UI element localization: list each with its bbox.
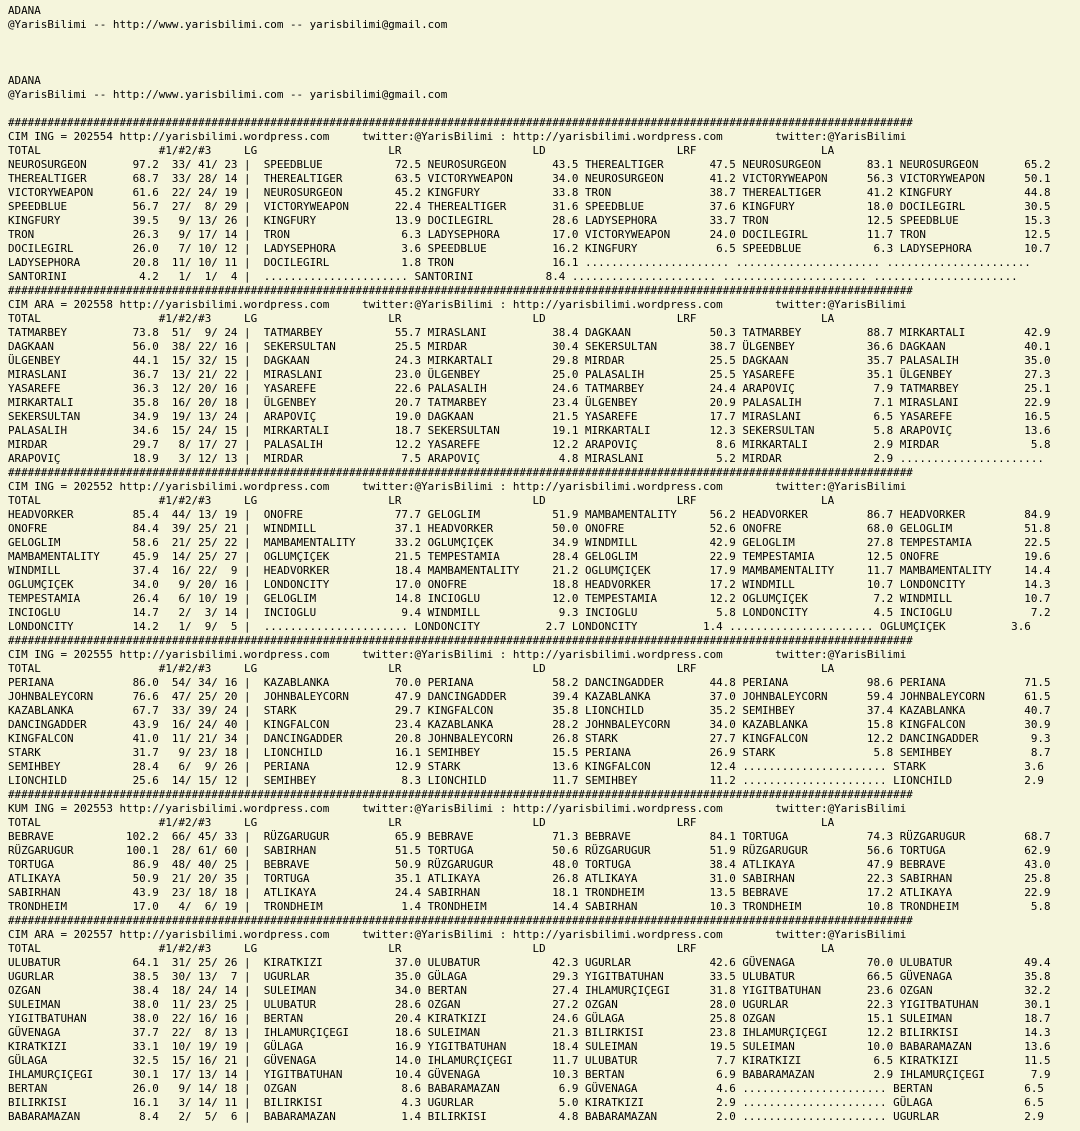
column-header: TOTAL #1/#2/#3 LG LR LD LRF LA xyxy=(8,816,835,829)
table-row: DOCILEGIRL 26.0 7/ 10/ 12 | LADYSEPHORA 3.6 SPEEDBLUE 16.2 KINGFURY 6.5 SPEEDBLUE 6.3 LADYSEPHORA 10.7 xyxy=(8,242,1051,255)
column-header: TOTAL #1/#2/#3 LG LR LD LRF LA xyxy=(8,494,835,507)
table-row: LIONCHILD 25.6 14/ 15/ 12 | SEMIHBEY 8.3 LIONCHILD 11.7 SEMIHBEY 11.2 ...................... LIONCHILD 2.9 xyxy=(8,774,1044,787)
section-title: CIM ING = 202552 http://yarisbilimi.wordpress.com twitter:@YarisBilimi : http://yarisbilimi.wordpress.com twitter:@YarisBilimi xyxy=(8,480,907,493)
header-line: ADANA xyxy=(8,74,41,87)
table-row: OGLUMÇIÇEK 34.0 9/ 20/ 16 | LONDONCITY 17.0 ONOFRE 18.8 HEADVORKER 17.2 WINDMILL 10.7 LONDONCITY 14.3 xyxy=(8,578,1051,591)
table-row: TRON 26.3 9/ 17/ 14 | TRON 6.3 LADYSEPHORA 17.0 VICTORYWEAPON 24.0 DOCILEGIRL 11.7 TRON 12.5 xyxy=(8,228,1051,241)
separator-line: ########################################################################################################################################## xyxy=(8,788,913,801)
table-row: TATMARBEY 73.8 51/ 9/ 24 | TATMARBEY 55.7 MIRASLANI 38.4 DAGKAAN 50.3 TATMARBEY 88.7 MIRKARTALI 42.9 xyxy=(8,326,1051,339)
table-row: SPEEDBLUE 56.7 27/ 8/ 29 | VICTORYWEAPON 22.4 THEREALTIGER 31.6 SPEEDBLUE 37.6 KINGFURY 18.0 DOCILEGIRL 30.5 xyxy=(8,200,1051,213)
blank-line xyxy=(8,60,1080,74)
section-title: CIM ARA = 202558 http://yarisbilimi.wordpress.com twitter:@YarisBilimi : http://yarisbilimi.wordpress.com twitter:@YarisBilimi xyxy=(8,298,907,311)
race-section xyxy=(8,914,1080,1124)
race-sections xyxy=(8,116,1080,1124)
table-row: GELOGLIM 58.6 21/ 25/ 22 | MAMBAMENTALITY 33.2 OGLUMÇIÇEK 34.9 WINDMILL 42.9 GELOGLIM 27.8 TEMPESTAMIA 22.5 xyxy=(8,536,1051,549)
document-header xyxy=(8,4,1080,116)
table-row: HEADVORKER 85.4 44/ 13/ 19 | ONOFRE 77.7 GELOGLIM 51.9 MAMBAMENTALITY 56.2 HEADVORKER 86.7 HEADVORKER 84.9 xyxy=(8,508,1051,521)
table-row: MIRKARTALI 35.8 16/ 20/ 18 | ÜLGENBEY 20.7 TATMARBEY 23.4 ÜLGENBEY 20.9 PALASALIH 7.1 MIRASLANI 22.9 xyxy=(8,396,1051,409)
table-row: INCIOGLU 14.7 2/ 3/ 14 | INCIOGLU 9.4 WINDMILL 9.3 INCIOGLU 5.8 LONDONCITY 4.5 INCIOGLU 7.2 xyxy=(8,606,1051,619)
section-title: KUM ING = 202553 http://yarisbilimi.wordpress.com twitter:@YarisBilimi : http://yarisbilimi.wordpress.com twitter:@YarisBilimi xyxy=(8,802,907,815)
blank-line xyxy=(8,32,1080,46)
table-row: PALASALIH 34.6 15/ 24/ 15 | MIRKARTALI 18.7 SEKERSULTAN 19.1 MIRKARTALI 12.3 SEKERSULTAN 5.8 ARAPOVIÇ 13.6 xyxy=(8,424,1051,437)
table-row: MIRASLANI 36.7 13/ 21/ 22 | MIRASLANI 23.0 ÜLGENBEY 25.0 PALASALIH 25.5 YASAREFE 35.1 ÜLGENBEY 27.3 xyxy=(8,368,1051,381)
header-line: @YarisBilimi -- http://www.yarisbilimi.com -- yarisbilimi@gmail.com xyxy=(8,18,448,31)
table-row: BABARAMAZAN 8.4 2/ 5/ 6 | BABARAMAZAN 1.4 BILIRKISI 4.8 BABARAMAZAN 2.0 ...................... UGURLAR 2.9 xyxy=(8,1110,1044,1123)
table-row: VICTORYWEAPON 61.6 22/ 24/ 19 | NEUROSURGEON 45.2 KINGFURY 33.8 TRON 38.7 THEREALTIGER 41.2 KINGFURY 44.8 xyxy=(8,186,1051,199)
table-row: KINGFURY 39.5 9/ 13/ 26 | KINGFURY 13.9 DOCILEGIRL 28.6 LADYSEPHORA 33.7 TRON 12.5 SPEEDBLUE 15.3 xyxy=(8,214,1051,227)
table-row: STARK 31.7 9/ 23/ 18 | LIONCHILD 16.1 SEMIHBEY 15.5 PERIANA 26.9 STARK 5.8 SEMIHBEY 8.7 xyxy=(8,746,1051,759)
race-section xyxy=(8,466,1080,634)
table-row: GÜLAGA 32.5 15/ 16/ 21 | GÜVENAGA 14.0 IHLAMURÇIÇEGI 11.7 ULUBATUR 7.7 KIRATKIZI 6.5 KIRATKIZI 11.5 xyxy=(8,1054,1051,1067)
table-row: WINDMILL 37.4 16/ 22/ 9 | HEADVORKER 18.4 MAMBAMENTALITY 21.2 OGLUMÇIÇEK 17.9 MAMBAMENTALITY 11.7 MAMBAMENTALITY 14.4 xyxy=(8,564,1051,577)
table-row: IHLAMURÇIÇEGI 30.1 17/ 13/ 14 | YIGITBATUHAN 10.4 GÜVENAGA 10.3 BERTAN 6.9 BABARAMAZAN 2.9 IHLAMURÇIÇEGI 7.9 xyxy=(8,1068,1051,1081)
table-row: SEMIHBEY 28.4 6/ 9/ 26 | PERIANA 12.9 STARK 13.6 KINGFALCON 12.4 ...................... STARK 3.6 xyxy=(8,760,1044,773)
table-row: PERIANA 86.0 54/ 34/ 16 | KAZABLANKA 70.0 PERIANA 58.2 DANCINGADDER 44.8 PERIANA 98.6 PERIANA 71.5 xyxy=(8,676,1051,689)
table-row: TEMPESTAMIA 26.4 6/ 10/ 19 | GELOGLIM 14.8 INCIOGLU 12.0 TEMPESTAMIA 12.2 OGLUMÇIÇEK 7.2 WINDMILL 10.7 xyxy=(8,592,1051,605)
table-row: MIRDAR 29.7 8/ 17/ 27 | PALASALIH 12.2 YASAREFE 12.2 ARAPOVIÇ 8.6 MIRKARTALI 2.9 MIRDAR 5.8 xyxy=(8,438,1051,451)
table-row: SEKERSULTAN 34.9 19/ 13/ 24 | ARAPOVIÇ 19.0 DAGKAAN 21.5 YASAREFE 17.7 MIRASLANI 6.5 YASAREFE 16.5 xyxy=(8,410,1051,423)
table-row: YIGITBATUHAN 38.0 22/ 16/ 16 | BERTAN 20.4 KIRATKIZI 24.6 GÜLAGA 25.8 OZGAN 15.1 SULEIMAN 18.7 xyxy=(8,1012,1051,1025)
separator-line: ########################################################################################################################################## xyxy=(8,634,913,647)
race-section xyxy=(8,284,1080,466)
table-row: ONOFRE 84.4 39/ 25/ 21 | WINDMILL 37.1 HEADVORKER 50.0 ONOFRE 52.6 ONOFRE 68.0 GELOGLIM 51.8 xyxy=(8,522,1051,535)
table-row: BILIRKISI 16.1 3/ 14/ 11 | BILIRKISI 4.3 UGURLAR 5.0 KIRATKIZI 2.9 ...................... GÜLAGA 6.5 xyxy=(8,1096,1044,1109)
table-row: GÜVENAGA 37.7 22/ 8/ 13 | IHLAMURÇIÇEGI 18.6 SULEIMAN 21.3 BILIRKISI 23.8 IHLAMURÇIÇEGI 12.2 BILIRKISI 14.3 xyxy=(8,1026,1051,1039)
column-header: TOTAL #1/#2/#3 LG LR LD LRF LA xyxy=(8,144,835,157)
header-line: @YarisBilimi -- http://www.yarisbilimi.com -- yarisbilimi@gmail.com xyxy=(8,88,448,101)
column-header: TOTAL #1/#2/#3 LG LR LD LRF LA xyxy=(8,312,835,325)
table-row: UGURLAR 38.5 30/ 13/ 7 | UGURLAR 35.0 GÜLAGA 29.3 YIGITBATUHAN 33.5 ULUBATUR 66.5 GÜVENAGA 35.8 xyxy=(8,970,1051,983)
table-row: TORTUGA 86.9 48/ 40/ 25 | BEBRAVE 50.9 RÜZGARUGUR 48.0 TORTUGA 38.4 ATLIKAYA 47.9 BEBRAVE 43.0 xyxy=(8,858,1051,871)
separator-line: ########################################################################################################################################## xyxy=(8,466,913,479)
table-row: OZGAN 38.4 18/ 24/ 14 | SULEIMAN 34.0 BERTAN 27.4 IHLAMURÇIÇEGI 31.8 YIGITBATUHAN 23.6 OZGAN 32.2 xyxy=(8,984,1051,997)
table-row: BEBRAVE 102.2 66/ 45/ 33 | RÜZGARUGUR 65.9 BEBRAVE 71.3 BEBRAVE 84.1 TORTUGA 74.3 RÜZGARUGUR 68.7 xyxy=(8,830,1051,843)
race-section xyxy=(8,116,1080,284)
separator-line: ########################################################################################################################################## xyxy=(8,284,913,297)
table-row: LONDONCITY 14.2 1/ 9/ 5 | ...................... LONDONCITY 2.7 LONDONCITY 1.4 ...................... OGLUMÇIÇEK 3.6 xyxy=(8,620,1031,633)
table-row: DANCINGADDER 43.9 16/ 24/ 40 | KINGFALCON 23.4 KAZABLANKA 28.2 JOHNBALEYCORN 34.0 KAZABLANKA 15.8 KINGFALCON 30.9 xyxy=(8,718,1051,731)
table-row: ÜLGENBEY 44.1 15/ 32/ 15 | DAGKAAN 24.3 MIRKARTALI 29.8 MIRDAR 25.5 DAGKAAN 35.7 PALASALIH 35.0 xyxy=(8,354,1051,367)
separator-line: ########################################################################################################################################## xyxy=(8,116,913,129)
header-line: ADANA xyxy=(8,4,41,17)
section-title: CIM ING = 202555 http://yarisbilimi.wordpress.com twitter:@YarisBilimi : http://yarisbilimi.wordpress.com twitter:@YarisBilimi xyxy=(8,648,907,661)
table-row: THEREALTIGER 68.7 33/ 28/ 14 | THEREALTIGER 63.5 VICTORYWEAPON 34.0 NEUROSURGEON 41.2 VICTORYWEAPON 56.3 VICTORYWEAPON 50.1 xyxy=(8,172,1051,185)
table-row: RÜZGARUGUR 100.1 28/ 61/ 60 | SABIRHAN 51.5 TORTUGA 50.6 RÜZGARUGUR 51.9 RÜZGARUGUR 56.6 TORTUGA 62.9 xyxy=(8,844,1051,857)
race-section xyxy=(8,788,1080,914)
column-header: TOTAL #1/#2/#3 LG LR LD LRF LA xyxy=(8,942,835,955)
section-title: CIM ARA = 202557 http://yarisbilimi.wordpress.com twitter:@YarisBilimi : http://yarisbilimi.wordpress.com twitter:@YarisBilimi xyxy=(8,928,907,941)
table-row: ULUBATUR 64.1 31/ 25/ 26 | KIRATKIZI 37.0 ULUBATUR 42.3 UGURLAR 42.6 GÜVENAGA 70.0 ULUBATUR 49.4 xyxy=(8,956,1051,969)
section-title: CIM ING = 202554 http://yarisbilimi.wordpress.com twitter:@YarisBilimi : http://yarisbilimi.wordpress.com twitter:@YarisBilimi xyxy=(8,130,907,143)
table-row: KAZABLANKA 67.7 33/ 39/ 24 | STARK 29.7 KINGFALCON 35.8 LIONCHILD 35.2 SEMIHBEY 37.4 KAZABLANKA 40.7 xyxy=(8,704,1051,717)
table-row: JOHNBALEYCORN 76.6 47/ 25/ 20 | JOHNBALEYCORN 47.9 DANCINGADDER 39.4 KAZABLANKA 37.0 JOHNBALEYCORN 59.4 JOHNBALEYCORN 61.5 xyxy=(8,690,1051,703)
table-row: ARAPOVIÇ 18.9 3/ 12/ 13 | MIRDAR 7.5 ARAPOVIÇ 4.8 MIRASLANI 5.2 MIRDAR 2.9 ...................... xyxy=(8,452,1044,465)
separator-line: ########################################################################################################################################## xyxy=(8,914,913,927)
table-row: NEUROSURGEON 97.2 33/ 41/ 23 | SPEEDBLUE 72.5 NEUROSURGEON 43.5 THEREALTIGER 47.5 NEUROSURGEON 83.1 NEUROSURGEON 65.2 xyxy=(8,158,1051,171)
table-row: BERTAN 26.0 9/ 14/ 18 | OZGAN 8.6 BABARAMAZAN 6.9 GÜVENAGA 4.6 ...................... BERTAN 6.5 xyxy=(8,1082,1044,1095)
table-row: SABIRHAN 43.9 23/ 18/ 18 | ATLIKAYA 24.4 SABIRHAN 18.1 TRONDHEIM 13.5 BEBRAVE 17.2 ATLIKAYA 22.9 xyxy=(8,886,1051,899)
column-header: TOTAL #1/#2/#3 LG LR LD LRF LA xyxy=(8,662,835,675)
table-row: KINGFALCON 41.0 11/ 21/ 34 | DANCINGADDER 20.8 JOHNBALEYCORN 26.8 STARK 27.7 KINGFALCON 12.2 DANCINGADDER 9.3 xyxy=(8,732,1051,745)
table-row: ATLIKAYA 50.9 21/ 20/ 35 | TORTUGA 35.1 ATLIKAYA 26.8 ATLIKAYA 31.0 SABIRHAN 22.3 SABIRHAN 25.8 xyxy=(8,872,1051,885)
table-row: MAMBAMENTALITY 45.9 14/ 25/ 27 | OGLUMÇIÇEK 21.5 TEMPESTAMIA 28.4 GELOGLIM 22.9 TEMPESTAMIA 12.5 ONOFRE 19.6 xyxy=(8,550,1051,563)
table-row: SANTORINI 4.2 1/ 1/ 4 | ...................... SANTORINI 8.4 ...................... ...................... ...................... xyxy=(8,270,1018,283)
table-row: TRONDHEIM 17.0 4/ 6/ 19 | TRONDHEIM 1.4 TRONDHEIM 14.4 SABIRHAN 10.3 TRONDHEIM 10.8 TRONDHEIM 5.8 xyxy=(8,900,1051,913)
table-row: DAGKAAN 56.0 38/ 22/ 16 | SEKERSULTAN 25.5 MIRDAR 30.4 SEKERSULTAN 38.7 ÜLGENBEY 36.6 DAGKAAN 40.1 xyxy=(8,340,1051,353)
table-row: YASAREFE 36.3 12/ 20/ 16 | YASAREFE 22.6 PALASALIH 24.6 TATMARBEY 24.4 ARAPOVIÇ 7.9 TATMARBEY 25.1 xyxy=(8,382,1051,395)
race-section xyxy=(8,634,1080,788)
table-row: KIRATKIZI 33.1 10/ 19/ 19 | GÜLAGA 16.9 YIGITBATUHAN 18.4 SULEIMAN 19.5 SULEIMAN 10.0 BABARAMAZAN 13.6 xyxy=(8,1040,1051,1053)
blank-line xyxy=(8,102,1080,116)
table-row: SULEIMAN 38.0 11/ 23/ 25 | ULUBATUR 28.6 OZGAN 27.2 OZGAN 28.0 UGURLAR 22.3 YIGITBATUHAN 30.1 xyxy=(8,998,1051,1011)
blank-line xyxy=(8,46,1080,60)
table-row: LADYSEPHORA 20.8 11/ 10/ 11 | DOCILEGIRL 1.8 TRON 16.1 ...................... ...................... ...................... xyxy=(8,256,1031,269)
